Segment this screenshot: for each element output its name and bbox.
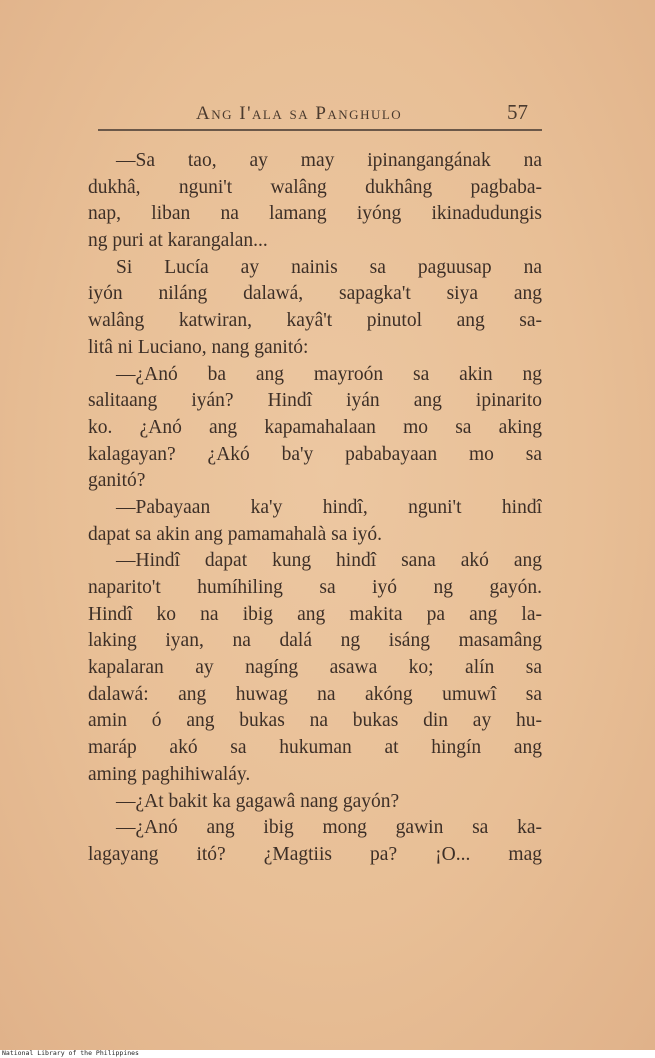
text-line: —¿At bakit ka gagawâ nang gayón? — [116, 790, 400, 812]
text-line: naparito't humíhiling sa iyó ng gayón. — [88, 577, 542, 598]
text-line: lagayang itó? ¿Magtiis pa? ¡O... mag — [88, 843, 542, 865]
text-line: ganitó? — [88, 470, 146, 492]
text-line: laking iyan, na dalá ng isáng masamâng — [88, 630, 542, 652]
text-line: ng puri at karangalan... — [88, 230, 268, 252]
text-line: ko. ¿Anó ang kapamahalaan mo sa aking — [88, 416, 542, 438]
text-line: aming paghihiwaláy. — [88, 763, 251, 785]
text-line: —¿Anó ba ang mayroón sa akin ng — [116, 363, 542, 385]
text-line: dapat sa akin ang pamamahalà sa iyó. — [88, 523, 383, 545]
text-line: iyón niláng dalawá, sapagka't siya ang — [88, 283, 542, 305]
running-title: Ang I'ala sa Panghulo — [196, 103, 403, 124]
text-line: amin ó ang bukas na bukas din ay hu- — [88, 710, 542, 732]
header-rule — [98, 129, 542, 131]
text-line: dalawá: ang huwag na akóng umuwî sa — [88, 683, 542, 705]
text-line: Si Lucía ay nainis sa paguusap na — [116, 256, 542, 278]
text-line: —¿Anó ang ibig mong gawin sa ka- — [116, 817, 542, 839]
text-line: Hindî ko na ibig ang makita pa ang la- — [88, 603, 542, 625]
text-line: kalagayan? ¿Akó ba'y pababayaan mo sa — [88, 443, 542, 465]
body-text — [88, 148, 542, 869]
text-line: maráp akó sa hukuman at hingín ang — [88, 737, 542, 759]
page-number: 57 — [507, 100, 528, 124]
library-credit: National Library of the Philippines — [2, 1049, 139, 1057]
text-line: litâ ni Luciano, nang ganitó: — [88, 336, 309, 358]
text-line: kapalaran ay nagíng asawa ko; alín sa — [88, 657, 542, 679]
text-line: salitaang iyán? Hindî iyán ang ipinarito — [88, 390, 542, 412]
text-line: walâng katwiran, kayâ't pinutol ang sa- — [88, 310, 542, 332]
page-header — [96, 100, 540, 128]
text-line: dukhâ, nguni't walâng dukhâng pagbaba- — [88, 176, 542, 198]
text-line: nap, liban na lamang iyóng ikinadudungis — [88, 203, 542, 225]
text-line: —Hindî dapat kung hindî sana akó ang — [116, 550, 542, 572]
text-line: —Pabayaan ka'y hindî, nguni't hindî — [116, 496, 542, 518]
text-line: —Sa tao, ay may ipinangangának na — [116, 150, 542, 171]
